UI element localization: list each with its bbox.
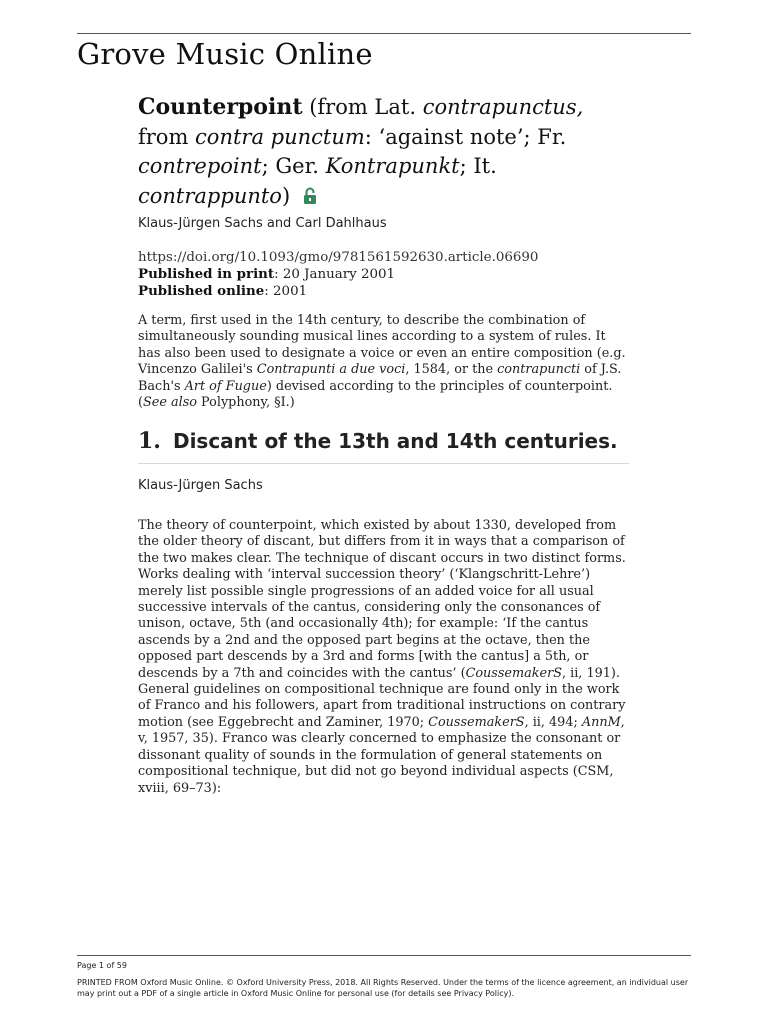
- intro-paragraph: A term, first used in the 14th century, to describe the combination of simultaneously sounding musical lines according to a system of rules. It has also been used to designate a voice or even an entire composition (e.g. Vincenzo Galilei's Contrapunti a due voci, 1584, or the contrapuncti of J.S. Bach's Art of Fugue) devised according to the principles of counterpoint. (See also Polyphony, §I.): [138, 313, 626, 411]
- polyphony-link[interactable]: Polyphony, §I.): [196, 395, 295, 411]
- published-online: Published online: 2001: [138, 283, 308, 299]
- section-body-paragraph: The theory of counterpoint, which existed by about 1330, developed from the older theory of discant, but differs from it in ways that a comparison of the two makes clear. The technique of discant occurs in two distinct forms. Works dealing with ‘interval succession theory’ (‘Klangschritt-Lehre’) merely list possible single progressions of an added voice for all usual successive intervals of the cantus, considering only the consonances of unison, octave, 5th (and occasionally 4th); for example: ‘If the cantus ascends by a 2nd and the opposed part begins at the octave, then the opposed part descends by a 3rd and forms [with the cantus] a 5th, or descends by a 7th and coincides with the cantus’ (CoussemakerS, ii, 191). General guidelines on compositional technique are found only in the work of Franco and his followers, apart from traditional instructions on contrary motion (see Eggebrecht and Zaminer, 1970; CoussemakerS, ii, 494; AnnM, v, 1957, 35). Franco was clearly concerned to emphasize the consonant or dissonant quality of sounds in the formulation of general statements on compositional technique, but did not go beyond individual aspects (CSM, xviii, 69–73):: [138, 518, 626, 796]
- section-author: Klaus-Jürgen Sachs: [138, 478, 263, 493]
- footer-rule: [77, 955, 691, 956]
- open-lock-icon: [303, 184, 317, 214]
- published-print: Published in print: 20 January 2001: [138, 266, 396, 282]
- footer-note: PRINTED FROM Oxford Music Online. © Oxford University Press, 2018. All Rights Reserved. Under the terms of the licence agreement, an individual user may print out a PDF of a single article in Oxford Music Online for personal use (for details see Privacy Policy).: [77, 978, 689, 999]
- section-divider: [138, 463, 629, 464]
- section-title: Discant of the 13th and 14th centuries.: [172, 429, 618, 453]
- top-rule: [77, 33, 691, 34]
- article-title: Counterpoint (from Lat. contrapunctus, from contra punctum: ‘against note’; Fr. contrepoint; Ger. Kontrapunkt; It. contrappunto): [138, 93, 632, 213]
- site-title: Grove Music Online: [77, 37, 373, 71]
- section-number: 1.: [138, 428, 161, 454]
- article-authors: Klaus-Jürgen Sachs and Carl Dahlhaus: [138, 216, 387, 231]
- doi-link[interactable]: https://doi.org/10.1093/gmo/9781561592630.article.06690: [138, 250, 539, 265]
- article-headword: Counterpoint: [138, 94, 303, 120]
- page-number: Page 1 of 59: [77, 961, 127, 970]
- section-heading: [138, 428, 632, 454]
